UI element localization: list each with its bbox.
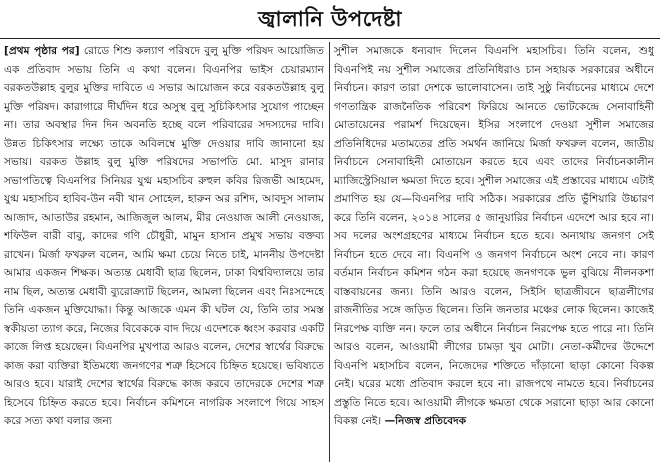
right-column-text: সুশীল সমাজকে ধন্যবাদ দিলেন বিএনপি মহাসচিব। তিনি বলেন, শুধু বিএনপিই নয় সুশীল সমাজের প্রতিনিধিরাও চান সহায়ক সরকারের অধীনে নির্বাচন। কারণ তারা দেশকে ভালোবাসেন। তাই সুষ্ঠু নির্বাচনের মাধ্যমে দেশে গণতান্ত্রিক রাজনৈতিক পরিবেশ ফিরিয়ে আনতে ভোটকেন্দ্রে সেনাবাহিনী মোতায়েনের পরামর্শ দিয়েছেন। ইসির সংলাপে দেওয়া সুশীল সমাজের প্রতিনিধিদের মতামতের প্রতি সমর্থন জানিয়ে মির্জা ফখরুল বলেন, জাতীয় নির্বাচনে সেনাবাহিনী মোতায়েন করতে হবে এবং তাদের নির্বাচনকালীন ম্যাজিস্ট্রেসিয়াল ক্ষমতা দিতে হবে। সুশীল সমাজের এই প্রস্তাবের মাধ্যমে এটাই প্রমাণিত হয় যে—বিএনপির দাবি সঠিক। সরকারের প্রতি ভুঁশিয়ারি উচ্চারণ করে তিনি বলেন, ২০১৪ সালের ৫ জানুয়ারির নির্বাচন এদেশে আর হবে না। সব দলের অংশগ্রহণের মাধ্যমে নির্বাচন হতে হবে। অন্যথায় জনগণ সেই নির্বাচন হতে দেবে না। বিএনপি ও জনগণ নির্বাচনে অংশ নেবে না। কারণ বর্তমান নির্বাচন কমিশন গঠন করা হয়েছে জনগণকে ভুল বুঝিয়ে নীলনকশা বাস্তবায়নের জন্য। তিনি আরও বলেন, সিইসি ছাত্রজীবনে ছাত্রলীগের রাজনীতির সঙ্গে জড়িত ছিলেন। তিনি জনতার মঞ্চের লোক ছিলেন। কাজেই নিরপেক্ষ ব্যক্তি নন। ফলে তার অধীনে নির্বাচন নিরপেক্ষ হতে পারে না। তিনি আরও বলেন, আওয়ামী লীগের চামড়া খুব মোটা। নেতা-কর্মীদের উদ্দেশে বিএনপি মহাসচিব বলেন, নিজেদের শক্তিতে দাঁড়ানো ছাড়া কোনো বিকল্প নেই। ঘরের মধ্যে প্রতিবাদ করলে হবে না। রাজপথে নামতে হবে। নির্বাচনের প্রস্তুতি নিতে হবে। আওয়ামী লীগকে ক্ষমতা থেকে সরানো ছাড়া আর কোনো বিকল্প নেই। bbox=[334, 45, 654, 427]
headline-rule bbox=[0, 38, 660, 39]
left-column bbox=[4, 42, 324, 466]
left-column-text: রোডে শিশু কল্যাণ পরিষদে বুলু মুক্তি পরিষদ আয়োজিত এক প্রতিবাদ সভায় তিনি এ কথা বলেন। বিএনপির ভাইস চেয়ারম্যান বরকতউল্লাহ বুলুর মুক্তির দাবিতে এ সভার আয়োজন করে বরকতউল্লাহ বুলু মুক্তি পরিষদ। কারাগারে দীর্ঘদিন ধরে অসুস্থ বুলু সুচিকিৎসার সুযোগ পাচ্ছেন না। তার অবস্থার দিন দিন অবনতি হচ্ছে বলে পরিবারের সদস্যদের দাবি। উন্নত চিকিৎসার লক্ষ্যে তাকে অবিলম্বে মুক্তি দেওয়ার দাবি জানানো হয় সভায়। বরকত উল্লাহ বুলু মুক্তি পরিষদের সভাপতি মো. মাসুদ রানার সভাপতিত্বে বিএনপির সিনিয়র যুগ্ম মহাসচিব রুহুল কবির রিজভী আহমেদ, যুগ্ম মহাসচিব হাবিব-উন নবী খান সোহেল, হারুন অর রশিদ, আবদুস সালাম আজাদ, আতাউর রহমান, আজিজুল আলম, মীর নেওয়াজ আলী নেওয়াজ, শফিউল বারী বাবু, কাদের গণি চৌধুরী, মামুন হাসান প্রমুখ সভায় বক্তব্য রাখেন। মির্জা ফখরুল বলেন, আমি ক্ষমা চেয়ে নিতে চাই, মাননীয় উপদেষ্টা আমার একজন শিক্ষক। অত্যন্ত মেধাবী ছাত্র ছিলেন, ঢাকা বিশ্ববিদ্যালয়ে তার নাম ছিল, অত্যন্ত মেধাবী ব্যুরোক্র্যাট ছিলেন, আমলা ছিলেন এবং নিঃসন্দেহে তিনি একজন মুক্তিযোদ্ধা। কিন্তু আজকে এমন কী ঘটল যে, তিনি তার সমস্ত স্বকীয়তা ত্যাগ করে, নিজের বিবেককে বাদ দিয়ে এদেশকে ধ্বংস করবার একটি কাজে লিপ্ত হয়েছেন। বিএনপির মুখপাত্র আরও বলেন, দেশের স্বার্থের বিরুদ্ধে কাজ করা ব্যক্তিরা ইতিমধ্যে জনগণের শত্রু হিসেবে চিহ্নিত হয়েছে। ভবিষ্যতে আরও হবে। যারাই দেশের স্বার্থের বিরুদ্ধে কাজ করবে তাদেরকে দেশের শত্রু হিসেবে চিহ্নিত করতে হবে। নির্বাচন কমিশনে নাগরিক সংলাপে গিয়ে সাহস করে সত্য কথা বলার জন্য bbox=[4, 45, 324, 427]
continued-from-front-page: [প্রথম পৃষ্ঠার পর] bbox=[4, 45, 80, 57]
right-column bbox=[334, 42, 654, 466]
headline: জ্বালানি উপদেষ্টা bbox=[258, 7, 402, 31]
byline: —নিজস্ব প্রতিবেদক bbox=[384, 415, 467, 427]
column-divider bbox=[329, 42, 330, 462]
